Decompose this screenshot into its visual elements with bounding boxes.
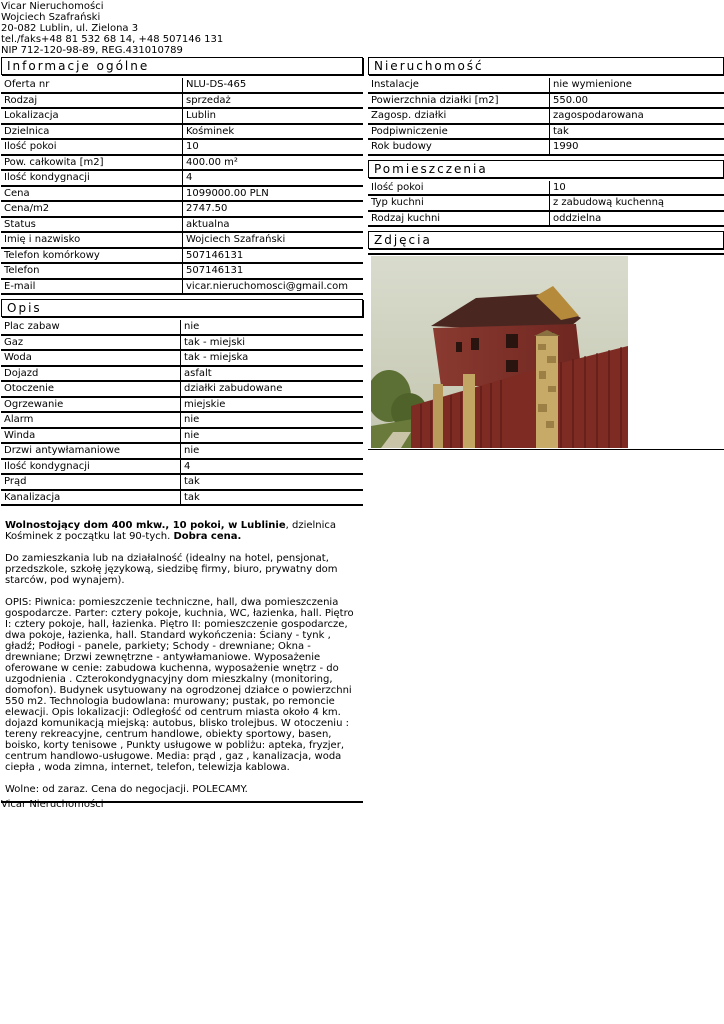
table-row bbox=[1, 249, 363, 265]
row-value: miejskie bbox=[180, 398, 363, 414]
row-value: 507146131 bbox=[182, 249, 363, 265]
table-row bbox=[368, 125, 724, 141]
table-row bbox=[368, 140, 724, 156]
row-value: tak bbox=[180, 475, 363, 491]
general-table bbox=[1, 78, 363, 295]
property-table bbox=[368, 78, 724, 156]
footer-agency-name: Vicar Nieruchomości bbox=[1, 799, 104, 810]
row-key: Powierzchnia działki [m2] bbox=[368, 94, 549, 110]
row-value: nie bbox=[180, 413, 363, 429]
row-value: NLU-DS-465 bbox=[182, 78, 363, 94]
table-row bbox=[368, 78, 724, 94]
table-row bbox=[1, 336, 363, 352]
section-title-property: Nieruchomość bbox=[368, 57, 724, 75]
section-title-opis: Opis bbox=[1, 299, 363, 317]
row-key: Imię i nazwisko bbox=[1, 233, 182, 249]
row-key: Winda bbox=[1, 429, 180, 445]
row-key: Otoczenie bbox=[1, 382, 180, 398]
description-lead-bold: Wolnostojący dom 400 mkw., 10 pokoi, w Lublinie bbox=[5, 520, 286, 531]
description-text bbox=[1, 520, 363, 795]
section-title-rooms: Pomieszczenia bbox=[368, 160, 724, 178]
row-key: Dojazd bbox=[1, 367, 180, 383]
row-value: nie bbox=[180, 320, 363, 336]
row-key: Ilość pokoi bbox=[1, 140, 182, 156]
table-row bbox=[1, 460, 363, 476]
description-paragraph: Do zamieszkania lub na działalność (idealny na hotel, pensjonat, przedszkole, szkołę językową, siedzibę firmy, biuro, prywatny dom starców, pod wynajem). bbox=[5, 553, 338, 586]
row-value: tak - miejska bbox=[180, 351, 363, 367]
description-paragraph: OPIS: Piwnica: pomieszczenie techniczne, hall, dwa pomieszczenia gospodarcze. Parter: cztery pokoje, kuchnia, WC, łazienka, hall. Piętro I: cztery pokoje, hall, łazienka. Piętro II: pomieszczenie gospodarcze, dwa pokoje, łazienka, hall. Standard wykończenia: Ściany - tynk , gładź; Podłogi - panele, parkiety; Schody - drewniane; Okna - drewniane; Drzwi zewnętrzne - antywłamaniowe. Wyposażenie oferowane w cenie: zabudowa kuchenna, wyposażenie wnętrz - do uzgodnienia . Czterokondygnacyjny dom mieszkalny (monitoring, domofon). Budynek usytuowany na ogrodzonej działce o powierzchni 550 m2. Technologia budowlana: murowany; pustak, po remoncie elewacji. Opis lokalizacji: Odległość od centrum miasta około 4 km. dojazd komunikacją miejską: autobus, blisko trolejbus. W otoczeniu : tereny rekreacyjne, centrum handlowe, obiekty sportowy, basen, boisko, korty tenisowe , Punkty usługowe w pobliżu: apteka, fryzjer, centrum handlowo-usługowe. Media: prąd , gaz , kanalizacja, woda ciepła , woda zimna, internet, telefon, telewizja kablowa. bbox=[5, 597, 354, 773]
table-row bbox=[1, 171, 363, 187]
row-value: 400.00 m² bbox=[182, 156, 363, 172]
row-value: nie wymienione bbox=[549, 78, 724, 94]
table-row bbox=[1, 94, 363, 110]
row-value: Kośminek bbox=[182, 125, 363, 141]
row-value: oddzielna bbox=[549, 212, 724, 228]
row-value: 507146131 bbox=[182, 264, 363, 280]
opis-table bbox=[1, 320, 363, 506]
row-value: nie bbox=[180, 429, 363, 445]
rooms-table bbox=[368, 181, 724, 228]
table-row bbox=[1, 264, 363, 280]
row-key: Cena/m2 bbox=[1, 202, 182, 218]
row-key: Plac zabaw bbox=[1, 320, 180, 336]
row-value: 2747.50 bbox=[182, 202, 363, 218]
row-key: Ilość kondygnacji bbox=[1, 460, 180, 476]
table-row bbox=[1, 156, 363, 172]
row-key: Ilość kondygnacji bbox=[1, 171, 182, 187]
row-value: 4 bbox=[182, 171, 363, 187]
row-value: asfalt bbox=[180, 367, 363, 383]
photos-divider bbox=[368, 253, 724, 255]
row-key: Status bbox=[1, 218, 182, 234]
row-key: Rok budowy bbox=[368, 140, 549, 156]
row-key: Lokalizacja bbox=[1, 109, 182, 125]
table-row bbox=[1, 109, 363, 125]
row-value: z zabudową kuchenną bbox=[549, 196, 724, 212]
row-key: Podpiwniczenie bbox=[368, 125, 549, 141]
agency-nip: NIP 712-120-98-89, REG.431010789 bbox=[1, 45, 183, 56]
row-value: aktualna bbox=[182, 218, 363, 234]
table-row bbox=[1, 280, 363, 296]
row-value: 550.00 bbox=[549, 94, 724, 110]
house-photo-image bbox=[371, 256, 628, 448]
row-key: Instalacje bbox=[368, 78, 549, 94]
row-value: tak bbox=[549, 125, 724, 141]
row-key: Cena bbox=[1, 187, 182, 203]
row-value: sprzedaż bbox=[182, 94, 363, 110]
property-photo[interactable] bbox=[371, 256, 628, 448]
row-key: Rodzaj kuchni bbox=[368, 212, 549, 228]
table-row bbox=[368, 94, 724, 110]
table-row bbox=[1, 491, 363, 507]
row-value: tak bbox=[180, 491, 363, 507]
row-value: Lublin bbox=[182, 109, 363, 125]
table-row bbox=[368, 212, 724, 228]
table-row bbox=[1, 140, 363, 156]
table-row bbox=[1, 320, 363, 336]
agency-header bbox=[1, 1, 223, 56]
row-value: nie bbox=[180, 444, 363, 460]
row-value: 1099000.00 PLN bbox=[182, 187, 363, 203]
row-value: 1990 bbox=[549, 140, 724, 156]
agency-owner: Wojciech Szafrański bbox=[1, 12, 101, 23]
table-row bbox=[1, 413, 363, 429]
row-key: Rodzaj bbox=[1, 94, 182, 110]
description-lead: , dzielnica Kośminek z początku lat 90-tych. bbox=[5, 520, 337, 542]
row-key: Pow. całkowita [m2] bbox=[1, 156, 182, 172]
table-row bbox=[1, 382, 363, 398]
row-value: Wojciech Szafrański bbox=[182, 233, 363, 249]
row-key: Ilość pokoi bbox=[368, 181, 549, 197]
table-row bbox=[1, 475, 363, 491]
table-row bbox=[1, 125, 363, 141]
table-row bbox=[1, 78, 363, 94]
row-key: Alarm bbox=[1, 413, 180, 429]
row-key: Kanalizacja bbox=[1, 491, 180, 507]
agency-name: Vicar Nieruchomości bbox=[1, 1, 104, 12]
row-value: 4 bbox=[180, 460, 363, 476]
description-lead-price: Dobra cena. bbox=[173, 531, 242, 542]
left-column bbox=[1, 57, 363, 803]
section-title-general: Informacje ogólne bbox=[1, 57, 363, 75]
section-title-photos: Zdjęcia bbox=[368, 231, 724, 249]
table-row bbox=[1, 398, 363, 414]
agency-address: 20-082 Lublin, ul. Zielona 3 bbox=[1, 23, 139, 34]
right-column bbox=[368, 57, 724, 450]
photos-bottom-divider bbox=[368, 449, 724, 450]
row-key: Drzwi antywłamaniowe bbox=[1, 444, 180, 460]
table-row bbox=[1, 218, 363, 234]
row-value: zagospodarowana bbox=[549, 109, 724, 125]
row-key: Zagosp. działki bbox=[368, 109, 549, 125]
table-row bbox=[368, 109, 724, 125]
row-key: Gaz bbox=[1, 336, 180, 352]
row-key: Dzielnica bbox=[1, 125, 182, 141]
row-key: Telefon komórkowy bbox=[1, 249, 182, 265]
row-key: Typ kuchni bbox=[368, 196, 549, 212]
table-row bbox=[1, 367, 363, 383]
row-value[interactable]: vicar.nieruchomosci@gmail.com bbox=[182, 280, 363, 296]
table-row bbox=[1, 202, 363, 218]
table-row bbox=[368, 181, 724, 197]
table-row bbox=[1, 444, 363, 460]
table-row bbox=[1, 429, 363, 445]
row-key: Telefon bbox=[1, 264, 182, 280]
description-paragraph: Wolne: od zaraz. Cena do negocjacji. POLECAMY. bbox=[5, 784, 248, 795]
row-key: Prąd bbox=[1, 475, 180, 491]
agency-phones: tel./faks+48 81 532 68 14, +48 507146 131 bbox=[1, 34, 224, 45]
table-row bbox=[1, 351, 363, 367]
table-row bbox=[368, 196, 724, 212]
row-key: E-mail bbox=[1, 280, 182, 296]
row-key: Ogrzewanie bbox=[1, 398, 180, 414]
row-key: Woda bbox=[1, 351, 180, 367]
row-value: 10 bbox=[549, 181, 724, 197]
row-value: działki zabudowane bbox=[180, 382, 363, 398]
row-key: Oferta nr bbox=[1, 78, 182, 94]
row-value: tak - miejski bbox=[180, 336, 363, 352]
table-row bbox=[1, 233, 363, 249]
row-value: 10 bbox=[182, 140, 363, 156]
table-row bbox=[1, 187, 363, 203]
